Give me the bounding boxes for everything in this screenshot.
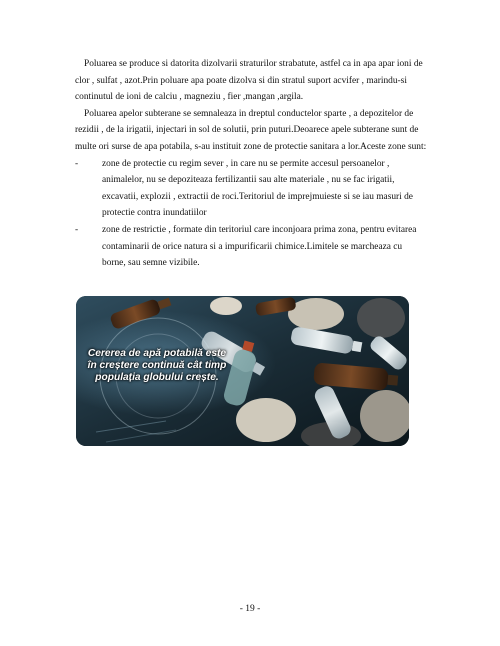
- bullet-marker: -: [75, 158, 79, 169]
- paragraph: Poluarea apelor subterane se semnaleaza in dreptul conductelor sparte , a depozitelor de rezidii , de la irigatii, injectari in sol de solutii, prin puturi.Deoarece apele subterane sunt de multe ori surse de apa potabila, s-au instituit zone de protectie sanitara a lor.Aceste zone sunt:: [75, 108, 427, 152]
- body-text: [75, 56, 427, 272]
- list-item-text: zone de protectie cu regim sever , in care nu se permite accesul persoanelor , animalelor, nu se depoziteaza fertilizantii sau alte materiale , nu se fac irigatii, excavatii, explozii , extractii de roci.Teritoriul de imprejmuieste si se iau masuri de protectie contra inundatiilor: [102, 158, 413, 219]
- pollution-photo: [76, 296, 409, 446]
- page-number: - 19 -: [239, 604, 261, 614]
- photo-caption: Cererea de apă potabilă este în creștere continuă cât timp populația globului crește.: [87, 348, 227, 383]
- paragraph: Poluarea se produce si datorita dizolvarii straturilor strabatute, astfel ca in apa apar ioni de clor , sulfat , azot.Prin poluare apa poate dizolva si din stratul suport acvifer , marindu-si continutul de ioni de calciu , magneziu , fier ,mangan ,argila.: [75, 59, 423, 103]
- bullet-list: [75, 156, 427, 272]
- bullet-marker: -: [75, 224, 79, 235]
- list-item: [75, 222, 427, 272]
- list-item-text: zone de restrictie , formate din teritoriul care inconjoara prima zona, pentru evitarea contaminarii de orice natura si a impurificarii chimice.Limitele se marcheaza cu borne, sau semne vizibile.: [102, 224, 417, 269]
- list-item: [75, 156, 427, 222]
